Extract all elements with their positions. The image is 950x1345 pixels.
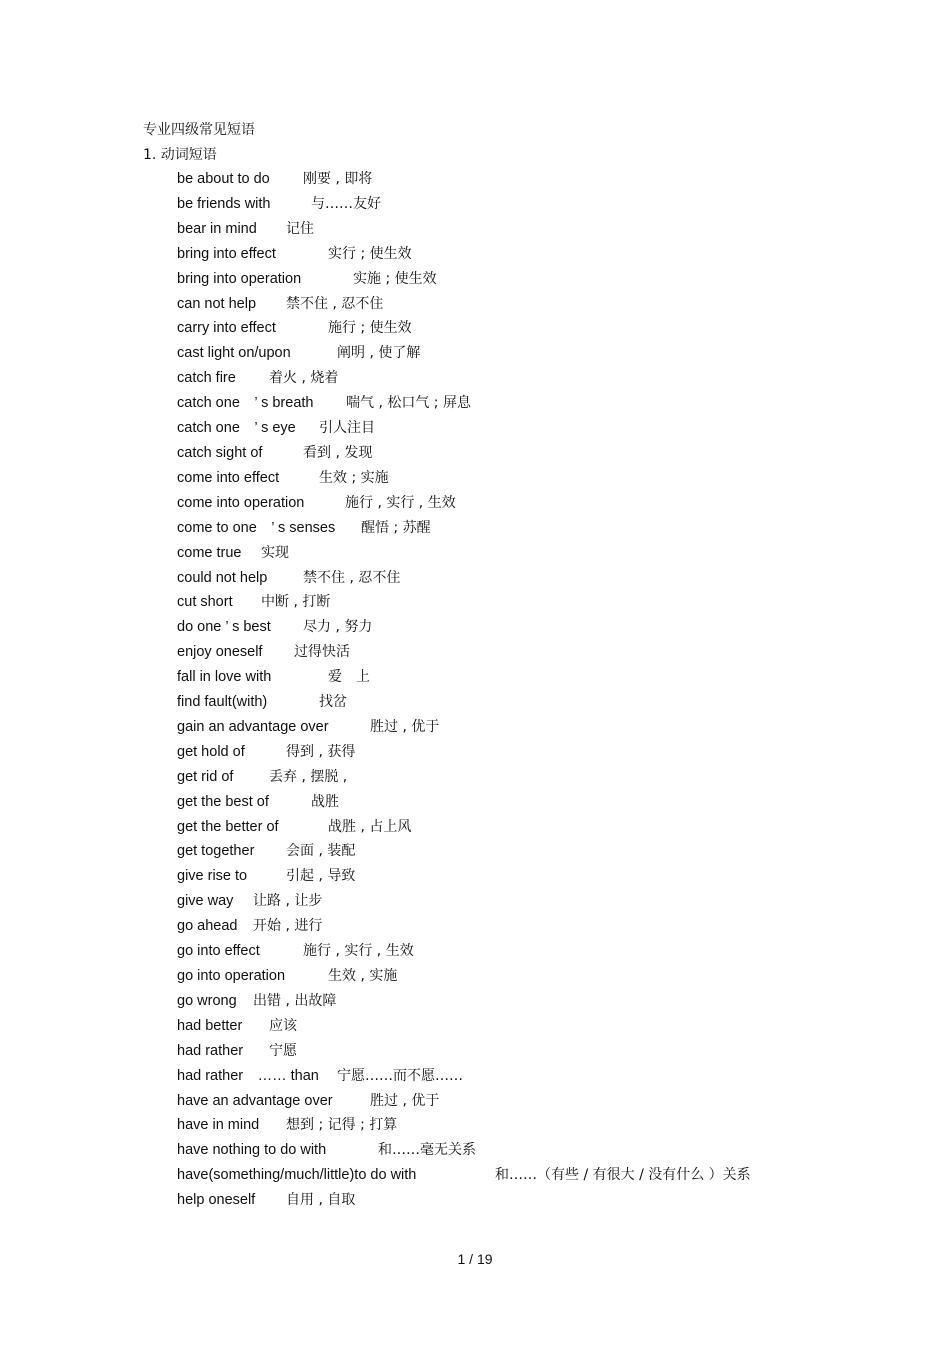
- phrase-english: come into effect: [177, 469, 280, 486]
- phrase-chinese: 会面 , 装配: [286, 843, 356, 860]
- phrase-chinese: 与……友好: [311, 195, 381, 212]
- phrase-chinese: 生效 , 实施: [328, 968, 398, 984]
- page-number: 1 / 19: [457, 1251, 493, 1267]
- phrase-chinese: 引起 , 导致: [286, 868, 356, 885]
- phrase-english: cast light on/upon: [177, 345, 291, 362]
- phrase-chinese: 施行 , 实行 , 生效: [345, 494, 456, 511]
- phrase-english: give rise to: [177, 868, 248, 885]
- phrase-english: bring into operation: [177, 270, 302, 287]
- phrase-english: go into effect: [177, 943, 260, 960]
- phrase-chinese: 实行 ; 使生效: [328, 245, 412, 262]
- phrase-chinese: 和……（有些 / 有很大 / 没有什么 ）关系: [495, 1167, 751, 1184]
- phrase-chinese: 禁不住 , 忍不住: [303, 569, 401, 586]
- phrase-chinese: 引人注目: [319, 420, 375, 437]
- phrase-chinese: 丢弃 , 摆脱 ,: [269, 768, 348, 785]
- phrase-english: get the better of: [177, 818, 279, 835]
- phrase-chinese: 宁愿……而不愿……: [337, 1067, 463, 1084]
- phrase-chinese: 实施 ; 使生效: [353, 270, 437, 287]
- phrase-chinese: 宁愿: [269, 1042, 297, 1059]
- phrase-chinese: 得到 , 获得: [286, 743, 356, 760]
- phrase-english: bring into effect: [177, 245, 276, 262]
- phrase-english: catch one ’ s breath: [177, 395, 314, 412]
- section-heading: 1. 动词短语: [143, 147, 217, 163]
- phrase-chinese: 想到 ; 记得 ; 打算: [286, 1117, 398, 1134]
- phrase-chinese: 看到 , 发现: [303, 444, 373, 461]
- phrase-english: fall in love with: [177, 669, 272, 686]
- phrase-english: go ahead: [177, 918, 238, 935]
- phrase-english: come into operation: [177, 494, 305, 511]
- phrase-chinese: 应该: [269, 1017, 297, 1034]
- phrase-english: gain an advantage over: [177, 718, 329, 735]
- phrase-chinese: 记住: [286, 220, 314, 237]
- phrase-english: do one ’ s best: [177, 619, 271, 636]
- phrase-chinese: 出错 , 出故障: [253, 992, 337, 1009]
- phrase-english: catch one ’ s eye: [177, 420, 296, 437]
- phrase-english: go wrong: [177, 992, 237, 1009]
- phrase-chinese: 战胜 , 占上风: [328, 818, 412, 835]
- phrase-english: catch fire: [177, 370, 236, 387]
- phrase-english: had rather: [177, 1042, 244, 1059]
- phrase-chinese: 醒悟 ; 苏醒: [361, 519, 431, 536]
- phrase-chinese: 施行 , 实行 , 生效: [303, 943, 414, 960]
- phrase-english: get hold of: [177, 743, 245, 760]
- phrase-chinese: 实现: [261, 544, 289, 561]
- phrase-chinese: 过得快活: [294, 644, 350, 661]
- phrase-chinese: 胜过 , 优于: [370, 1092, 440, 1109]
- phrase-english: have in mind: [177, 1117, 260, 1134]
- phrase-chinese: 让路 , 让步: [253, 893, 323, 910]
- phrase-chinese: 自用 , 自取: [286, 1192, 356, 1209]
- phrase-english: come to one ’ s senses: [177, 519, 336, 536]
- phrase-english: come true: [177, 544, 242, 561]
- phrase-english: bear in mind: [177, 220, 257, 237]
- phrase-chinese: 施行 ; 使生效: [328, 320, 412, 337]
- phrase-english: have an advantage over: [177, 1092, 333, 1109]
- phrase-english: have nothing to do with: [177, 1142, 327, 1159]
- phrase-chinese: 尽力 , 努力: [303, 619, 373, 636]
- phrase-english: cut short: [177, 594, 233, 611]
- phrase-english: have(something/much/little)to do with: [177, 1167, 417, 1184]
- phrase-chinese: 禁不住 , 忍不住: [286, 295, 384, 312]
- phrase-chinese: 胜过 , 优于: [370, 718, 440, 735]
- phrase-chinese: 着火 , 烧着: [269, 370, 339, 387]
- phrase-english: be about to do: [177, 171, 270, 187]
- phrase-english: get rid of: [177, 768, 234, 785]
- phrase-english: catch sight of: [177, 444, 263, 461]
- phrase-english: had better: [177, 1017, 243, 1034]
- phrase-chinese: 找岔: [319, 694, 347, 711]
- phrase-chinese: 爱 上: [328, 669, 370, 686]
- phrase-chinese: 刚要 , 即将: [303, 171, 373, 187]
- phrase-english: find fault(with): [177, 694, 268, 711]
- phrase-chinese: 战胜: [311, 793, 339, 810]
- phrase-english: be friends with: [177, 195, 271, 212]
- phrase-english: get together: [177, 843, 255, 860]
- phrase-chinese: 和……毫无关系: [378, 1142, 476, 1159]
- phrase-english: enjoy oneself: [177, 644, 263, 661]
- document-title: 专业四级常见短语: [143, 122, 255, 138]
- phrase-english: can not help: [177, 295, 257, 312]
- phrase-english: help oneself: [177, 1192, 256, 1209]
- phrase-chinese: 生效 ; 实施: [319, 469, 389, 486]
- phrase-english: get the best of: [177, 793, 269, 810]
- phrase-english: could not help: [177, 569, 268, 586]
- phrase-chinese: 开始 , 进行: [253, 918, 323, 935]
- phrase-english: give way: [177, 893, 234, 910]
- phrase-english: go into operation: [177, 968, 286, 984]
- phrase-english: carry into effect: [177, 320, 276, 337]
- phrase-english: had rather …… than: [177, 1067, 319, 1084]
- phrase-chinese: 阐明 , 使了解: [337, 345, 421, 362]
- phrase-chinese: 中断 , 打断: [261, 594, 331, 611]
- phrase-chinese: 喘气 , 松口气 ; 屏息: [346, 395, 471, 412]
